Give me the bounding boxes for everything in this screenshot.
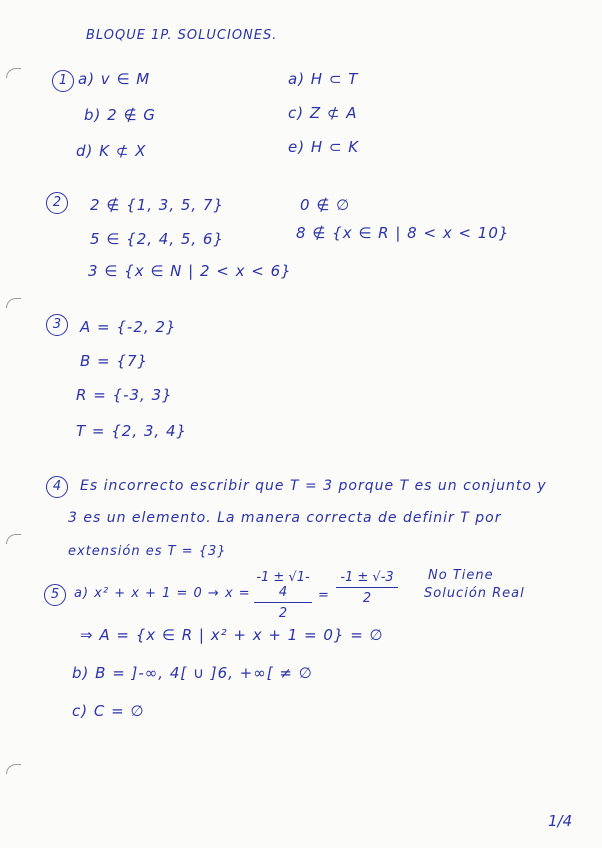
punch-hole-mark <box>6 298 21 308</box>
q2-line-3: 3 ∈ {x ∈ N | 2 < x < 6} <box>88 262 292 280</box>
fraction-bar <box>254 602 312 603</box>
page-number: 1/4 <box>548 812 573 830</box>
q1-e-right: e) H ⊂ K <box>288 138 360 156</box>
q5-a-equation: a) x² + x + 1 = 0 → x = <box>74 586 251 601</box>
q4-line-2: 3 es un elemento. La manera correcta de definir T por <box>68 510 502 526</box>
question-5-number: 5 <box>44 584 66 606</box>
question-4-number: 4 <box>46 476 68 498</box>
question-1-number: 1 <box>52 70 74 92</box>
page-title: BLOQUE 1P. SOLUCIONES. <box>86 28 278 43</box>
q1-a-right: a) H ⊂ T <box>288 70 359 88</box>
q2-right-2: 8 ∉ {x ∈ R | 8 < x < 10} <box>296 224 510 242</box>
q5-c: c) C = ∅ <box>72 702 145 720</box>
q1-c-right: c) Z ⊄ A <box>288 104 358 122</box>
q1-a-left: a) v ∈ M <box>78 70 151 88</box>
q4-line-1: Es incorrecto escribir que T = 3 porque T es un conjunto y <box>80 478 547 494</box>
q3-set-r: R = {-3, 3} <box>76 386 173 404</box>
q2-right-1: 0 ∉ ∅ <box>300 196 351 214</box>
q3-set-a: A = {-2, 2} <box>80 318 177 336</box>
q2-line-1: 2 ∉ {1, 3, 5, 7} <box>90 196 225 214</box>
q5-fraction-2 <box>336 570 398 606</box>
punch-hole-mark <box>6 68 21 78</box>
q2-line-2: 5 ∈ {2, 4, 5, 6} <box>90 230 225 248</box>
question-3-number: 3 <box>46 314 68 336</box>
fraction-bar <box>336 587 398 588</box>
q5-fraction-2-numerator: -1 ± √-3 <box>340 570 394 585</box>
q3-set-b: B = {7} <box>80 352 149 370</box>
q5-fraction-1-denominator: 2 <box>278 606 288 621</box>
q5-note-line-1: No Tiene <box>428 568 494 583</box>
q4-line-3: extensión es T = {3} <box>68 544 227 559</box>
q5-fraction-2-denominator: 2 <box>362 591 372 606</box>
q5-b: b) B = ]-∞, 4[ ∪ ]6, +∞[ ≠ ∅ <box>72 664 313 682</box>
q1-b-left: b) 2 ∉ G <box>84 106 156 124</box>
q5-fraction-1 <box>254 570 312 621</box>
question-2-number: 2 <box>46 192 68 214</box>
q1-d-left: d) K ⊄ X <box>76 142 147 160</box>
q5-note-line-2: Solución Real <box>424 586 525 601</box>
q5-a-result: ⇒ A = {x ∈ R | x² + x + 1 = 0} = ∅ <box>80 626 384 644</box>
q5-equals-sign: = <box>318 588 330 603</box>
q3-set-t: T = {2, 3, 4} <box>76 422 188 440</box>
punch-hole-mark <box>6 534 21 544</box>
punch-hole-mark <box>6 764 21 774</box>
q5-fraction-1-numerator: -1 ± √1-4 <box>256 570 310 600</box>
